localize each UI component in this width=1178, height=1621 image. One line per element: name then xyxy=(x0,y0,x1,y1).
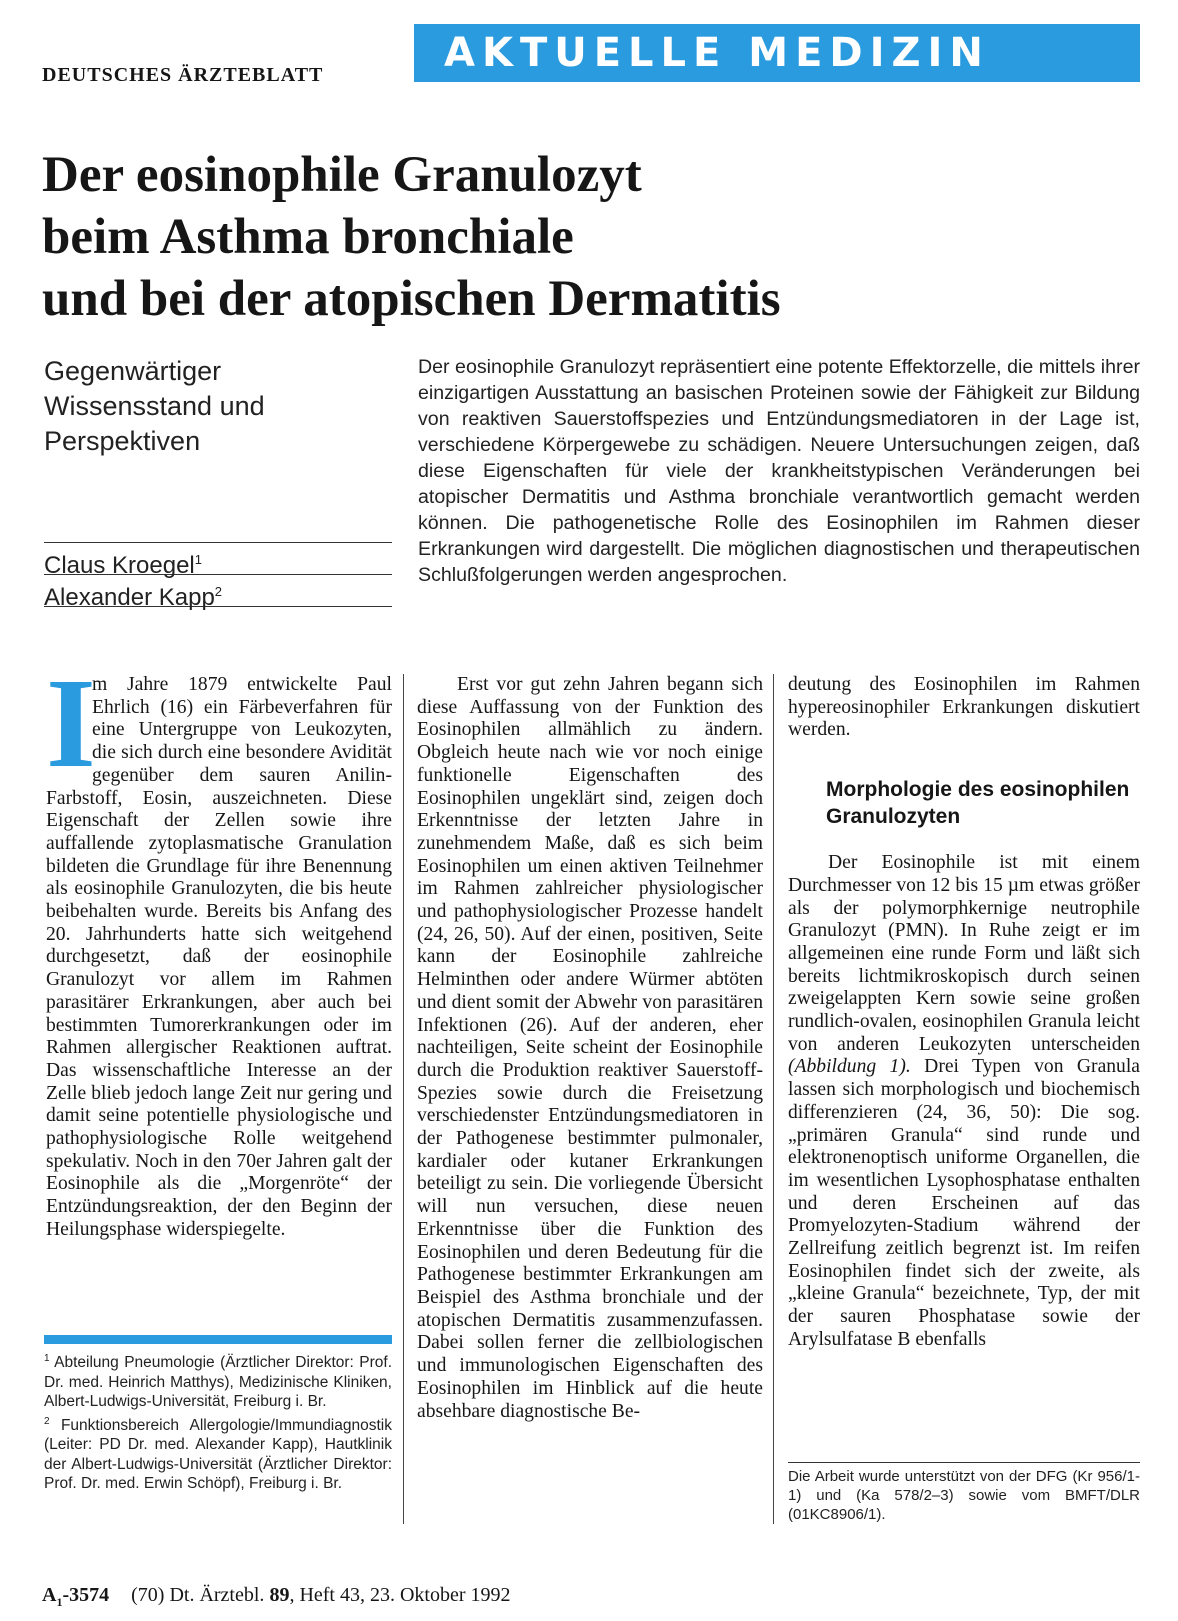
body-paragraph xyxy=(788,852,1140,1351)
author xyxy=(44,575,392,611)
footnote xyxy=(44,1349,392,1412)
author xyxy=(44,543,392,579)
article-subtitle: Gegenwärtiger Wissensstand und Perspektiven xyxy=(44,356,265,456)
affiliation-mark: 1 xyxy=(194,552,202,567)
abstract: Der eosinophile Granulozyt repräsentiert eine potente Effektorzelle, die mittels ihrer einzigartigen Ausstattung an basischen Proteinen sowie der Fähigkeit zur Bildung von reaktiven Sauerstoffspezies und Entzündungsmediatoren in der Lage ist, verschiedene Körpergewebe zu schädigen. Neuere Untersuchungen zeigen, daß diese Eigenschaften für viele der krankheitstypischen Veränderungen bei atopischer Dermatitis und Asthma bronchiale verantwortlich gemacht werden können. Die pathogenetische Rolle des Eosinophilen im Rahmen dieser Erkrankungen wird dargestellt. Die möglichen diagnostischen und therapeutischen Schlußfolgerungen werden angesprochen. xyxy=(418,356,1140,586)
section-banner: AKTUELLE MEDIZIN xyxy=(414,24,1140,82)
page-folio xyxy=(42,1584,511,1610)
body-paragraph: deutung des Eosinophilen im Rahmen hypereosinophiler Erkrankungen diskutiert werden. xyxy=(788,674,1140,741)
title-line: beim Asthma bronchiale xyxy=(42,209,574,265)
body-column-2 xyxy=(417,674,763,1423)
body-column-3 xyxy=(788,674,1140,1352)
issue-info: , Heft 43, 23. Oktober 1992 xyxy=(289,1584,511,1606)
footnote-mark: 1 xyxy=(44,1353,50,1364)
footnote-text: Funktionsbereich Allergologie/Immundiagnostik (Leiter: PD Dr. med. Alexander Kapp), Hautklinik der Albert-Ludwigs-Universität (Ärztlicher Direktor: Prof. Dr. med. Erwin Schöpf), Freiburg i. Br. xyxy=(44,1416,392,1493)
footnote-text: Abteilung Pneumologie (Ärztlicher Direktor: Prof. Dr. med. Heinrich Matthys), Medizinische Kliniken, Albert-Ludwigs-Universität, Freiburg i. Br. xyxy=(44,1354,392,1411)
title-line: Der eosinophile Granulozyt xyxy=(42,147,642,203)
body-paragraph: Erst vor gut zehn Jahren begann sich diese Auffassung von der Funktion des Eosinophilen allmählich zu ändern. Obgleich heute nach wie vor noch einige funktionelle Eigenschaften des Eosinophilen ungeklärt sind, zeigen doch Erkenntnisse der letzten Jahre in zunehmendem Maße, daß es sich beim Eosinophilen um einen aktiven Teilnehmer im Rahmen zahlreicher physiologischer und pathophysiologischer Prozesse handelt (24, 26, 50). Auf der einen, positiven, Seite kann der Eosinophile zahlreiche Helminthen oder andere Würmer abtöten und dient somit der Abwehr von parasitären Infektionen (26). Auf der anderen, eher nachteiligen, Seite scheint der Eosinophile durch die Produktion reaktiver Sauerstoff-Spezies sowie durch die Freisetzung verschiedenster Entzündungsmediatoren in der Pathogenese bestimmter pulmonaler, kardialer oder kutaner Erkrankungen beteiligt zu sein. Die vorliegende Übersicht will nun versuchen, diese neuen Erkenntnisse über die Funktion des Eosinophilen und deren Bedeutung für die Pathogenese bestimmter Erkrankungen am Beispiel des Asthma bronchiale und der atopischen Dermatitis zusammenzufassen. Dabei sollen ferner die zellbiologischen und immunologischen Eigenschaften des Eosinophilen im Hinblick auf die heute absehbare diagnostische Be- xyxy=(417,674,763,1422)
author-name: Alexander Kapp xyxy=(44,584,215,611)
journal-abbr: Dt. Ärztebl. xyxy=(169,1584,265,1606)
body-column-1 xyxy=(46,652,392,1242)
paragraph-text: Drei Typen von Granula lassen sich morphologisch und biochemisch differenzieren (24, 36, 50): Die sog. „primären Granula“ sind runde und elektronenoptisch uniforme Organellen, die im wesentlichen Lysophosphatase enthalten und deren Erscheinen auf das Promyelozyten-Stadium während der Zellreifung zeitlich begrenzt ist. Im reifen Eosinophilen findet sich der zweite, als „kleine Granula“ bezeichnete, Typ, der mit der sauren Phosphatase sowie der Arylsulfatase B ebenfalls xyxy=(788,1056,1140,1350)
article-title xyxy=(42,144,1142,330)
volume: 89 xyxy=(269,1584,290,1606)
footnote xyxy=(44,1412,392,1494)
affiliation-mark: 2 xyxy=(214,584,223,599)
section-heading: Morphologie des eosinophilen Granulozyten xyxy=(826,778,1130,829)
author-list xyxy=(44,542,392,611)
issue-page: (70) xyxy=(131,1584,165,1606)
footnotes xyxy=(44,1349,392,1494)
page-code: $A_1-3574$ xyxy=(42,1584,110,1609)
paragraph-text: m Jahre 1879 entwickelte Paul Ehrlich (16) ein Färbeverfahren für eine Untergruppe von Leukozyten, die sich durch eine besondere Avidität gegenüber dem sauren Anilin-Farbstoff, Eosin, auszeichneten. Diese Eigenschaft der Zellen sowie ihre auffallende zytoplasmatische Granulation bildeten die Grundlage für ihre Benennung als eosinophile Granulozyten, die bis heute beibehalten wurde. Bereits bis Anfang des 20. Jahrhunderts hatte sich weitgehend durchgesetzt, daß der eosinophile Granulozyt vor allem im Rahmen parasitärer Erkrankungen, aber auch bei bestimmten Tumorerkrankungen oder im Rahmen allergischer Reaktionen auftrat. Das wissenschaftliche Interesse an der Zelle blieb jedoch lange Zeit nur gering und damit seine potentielle physiologische und pathophysiologische Rolle weitgehend spekulativ. Noch in den 70er Jahren galt der Eosinophile als die „Morgenröte“ der Entzündungsreaktion, der den Beginn der Heilungsphase widerspiegelte. xyxy=(46,674,392,1240)
footnote-mark: 2 xyxy=(44,1415,50,1427)
column-divider xyxy=(773,674,774,1524)
funding-note: Die Arbeit wurde unterstützt von der DFG (Kr 956/1-1) und (Ka 578/2–3) sowie vom BMFT/DLR (01KC8906/1). xyxy=(788,1462,1140,1524)
title-line: und bei der atopischen Dermatitis xyxy=(42,271,781,327)
body-paragraph xyxy=(46,652,392,1242)
footnote-bar xyxy=(44,1335,392,1344)
figure-reference: (Abbildung 1). xyxy=(788,1056,911,1078)
column-divider xyxy=(403,674,404,1524)
paragraph-text: Der Eosinophile ist mit einem Durchmesser von 12 bis 15 µm etwas größer als der polymorphkernige neutrophile Granulozyt (PMN). In Ruhe zeigt er im allgemeinen eine runde Form und läßt sich bereits lichtmikroskopisch durch seinen zweigelappten Kern sowie seine großen rundlich-ovalen, eosinophilen Granula leicht von anderen Leukozyten unterscheiden xyxy=(788,852,1140,1055)
author-name: Claus Kroegel xyxy=(44,552,195,579)
drop-cap: I xyxy=(46,652,96,794)
journal-name: DEUTSCHES ÄRZTEBLATT xyxy=(42,64,324,86)
